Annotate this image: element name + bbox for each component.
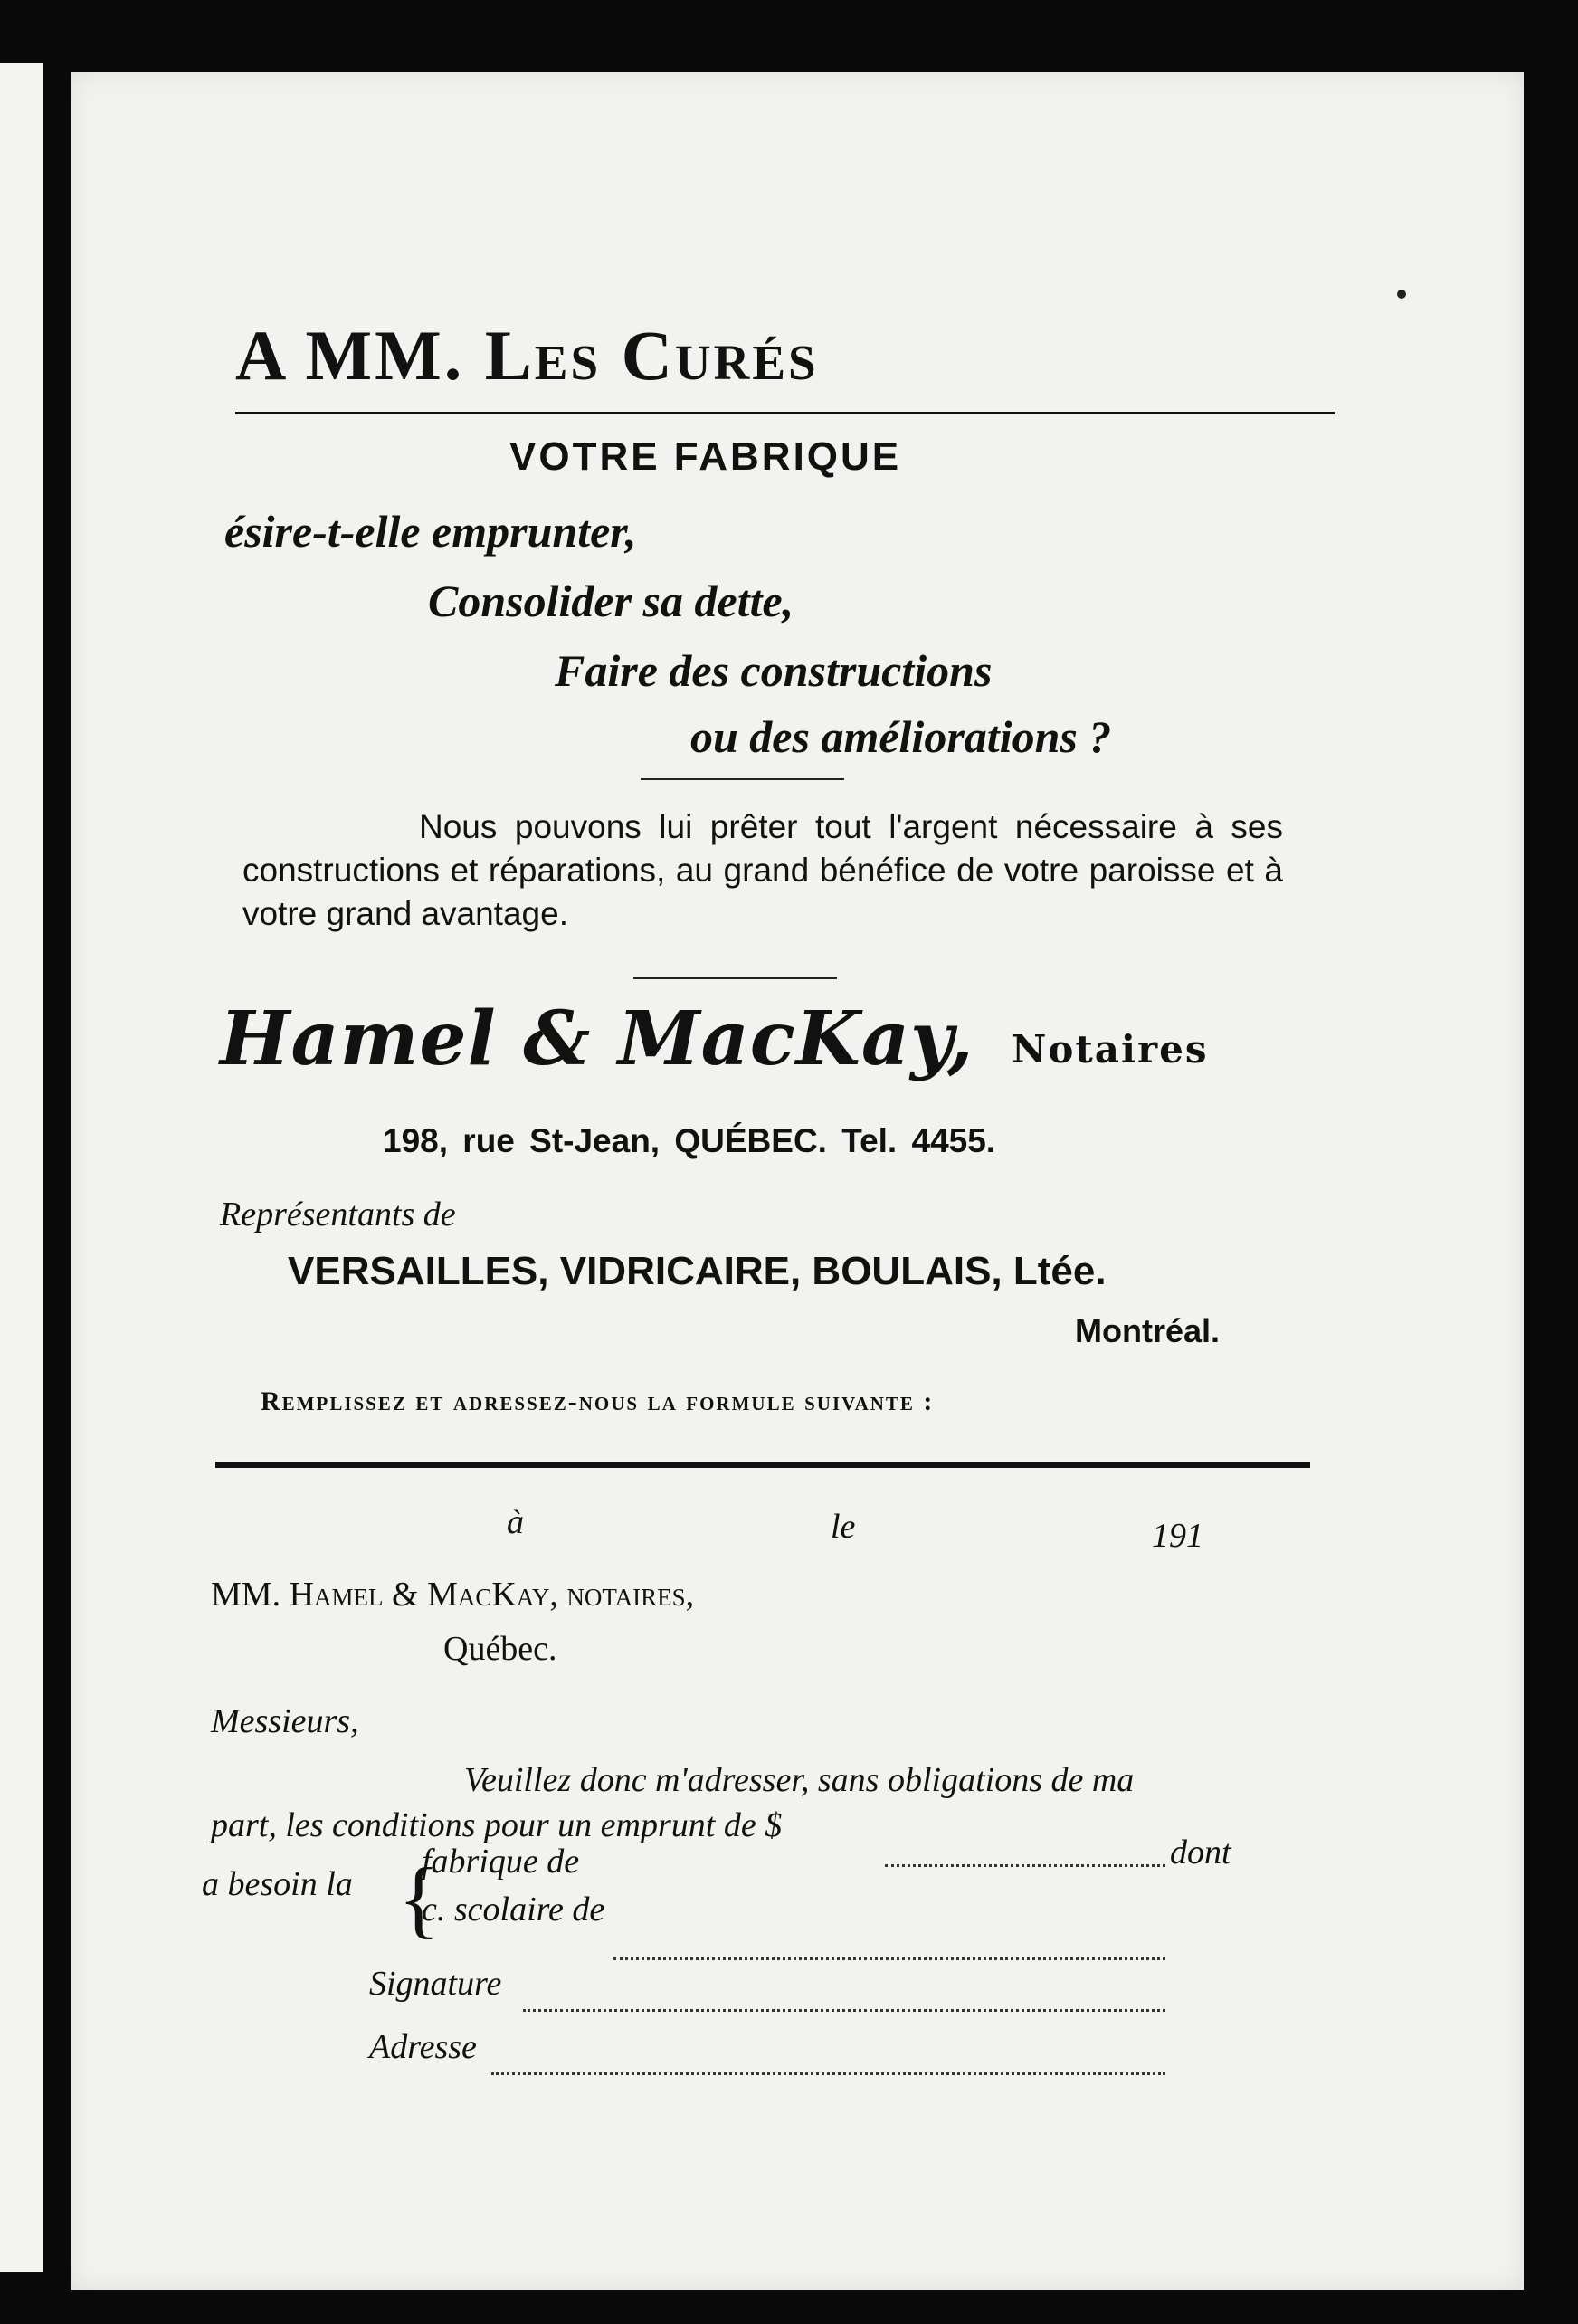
firm-role: Notaires <box>1012 1027 1209 1072</box>
brace-glyph: { <box>398 1850 441 1947</box>
addressee-city: Québec. <box>443 1630 557 1668</box>
body-paragraph: Nous pouvons lui prêter tout l'argent nécessaire à ses constructions et réparations, au grand bénéfice de votre paroisse et à votre grand avantage. <box>242 808 1283 932</box>
form-body-line-2: part, les conditions pour un emprunt de $ <box>211 1806 783 1844</box>
besoin-label: a besoin la <box>202 1865 353 1903</box>
dont-label: dont <box>1170 1833 1231 1872</box>
question-line-4: ou des améliorations ? <box>690 711 1112 762</box>
addressee: MM. Hamel & MacKay, notaires, <box>211 1576 695 1614</box>
page-title: A MM. Les Curés <box>235 316 819 395</box>
represented-company: VERSAILLES, VIDRICAIRE, BOULAIS, Ltée. <box>288 1249 1107 1293</box>
year-label: 191 <box>1152 1517 1203 1555</box>
option-fabrique: fabrique de <box>422 1843 580 1881</box>
address-field[interactable] <box>491 2072 1165 2075</box>
adjacent-page-edge <box>0 63 43 2272</box>
place-label: à <box>507 1503 524 1541</box>
date-label: le <box>831 1508 856 1546</box>
address-label: Adresse <box>369 2028 477 2066</box>
company-city: Montréal. <box>1075 1312 1221 1349</box>
subtitle: VOTRE FABRIQUE <box>509 434 902 479</box>
signature-label: Signature <box>369 1965 502 2003</box>
form-instruction: Remplissez et adressez-nous la formule suivante : <box>261 1386 935 1416</box>
divider <box>641 778 844 780</box>
salutation: Messieurs, <box>211 1702 359 1740</box>
question-line-3: Faire des constructions <box>555 645 993 696</box>
option-scolaire: c. scolaire de <box>422 1891 605 1929</box>
representatives-label: Représentants de <box>220 1195 456 1233</box>
firm-address: 198, rue St-Jean, QUÉBEC. Tel. 4455. <box>383 1122 996 1159</box>
signature-field[interactable] <box>523 2009 1165 2012</box>
form-body-line-1: Veuillez donc m'adresser, sans obligations de ma <box>464 1761 1135 1799</box>
document-page <box>71 72 1524 2290</box>
form-separator <box>215 1462 1310 1468</box>
firm-name: Hamel & MacKay, <box>220 995 974 1082</box>
institution-field[interactable] <box>613 1957 1165 1960</box>
title-underline <box>235 412 1335 414</box>
question-line-1: ésire-t-elle emprunter, <box>224 506 637 557</box>
amount-field[interactable] <box>885 1864 1165 1867</box>
question-line-2: Consolider sa dette, <box>428 576 794 626</box>
divider <box>633 977 837 979</box>
print-speck <box>1397 290 1406 299</box>
